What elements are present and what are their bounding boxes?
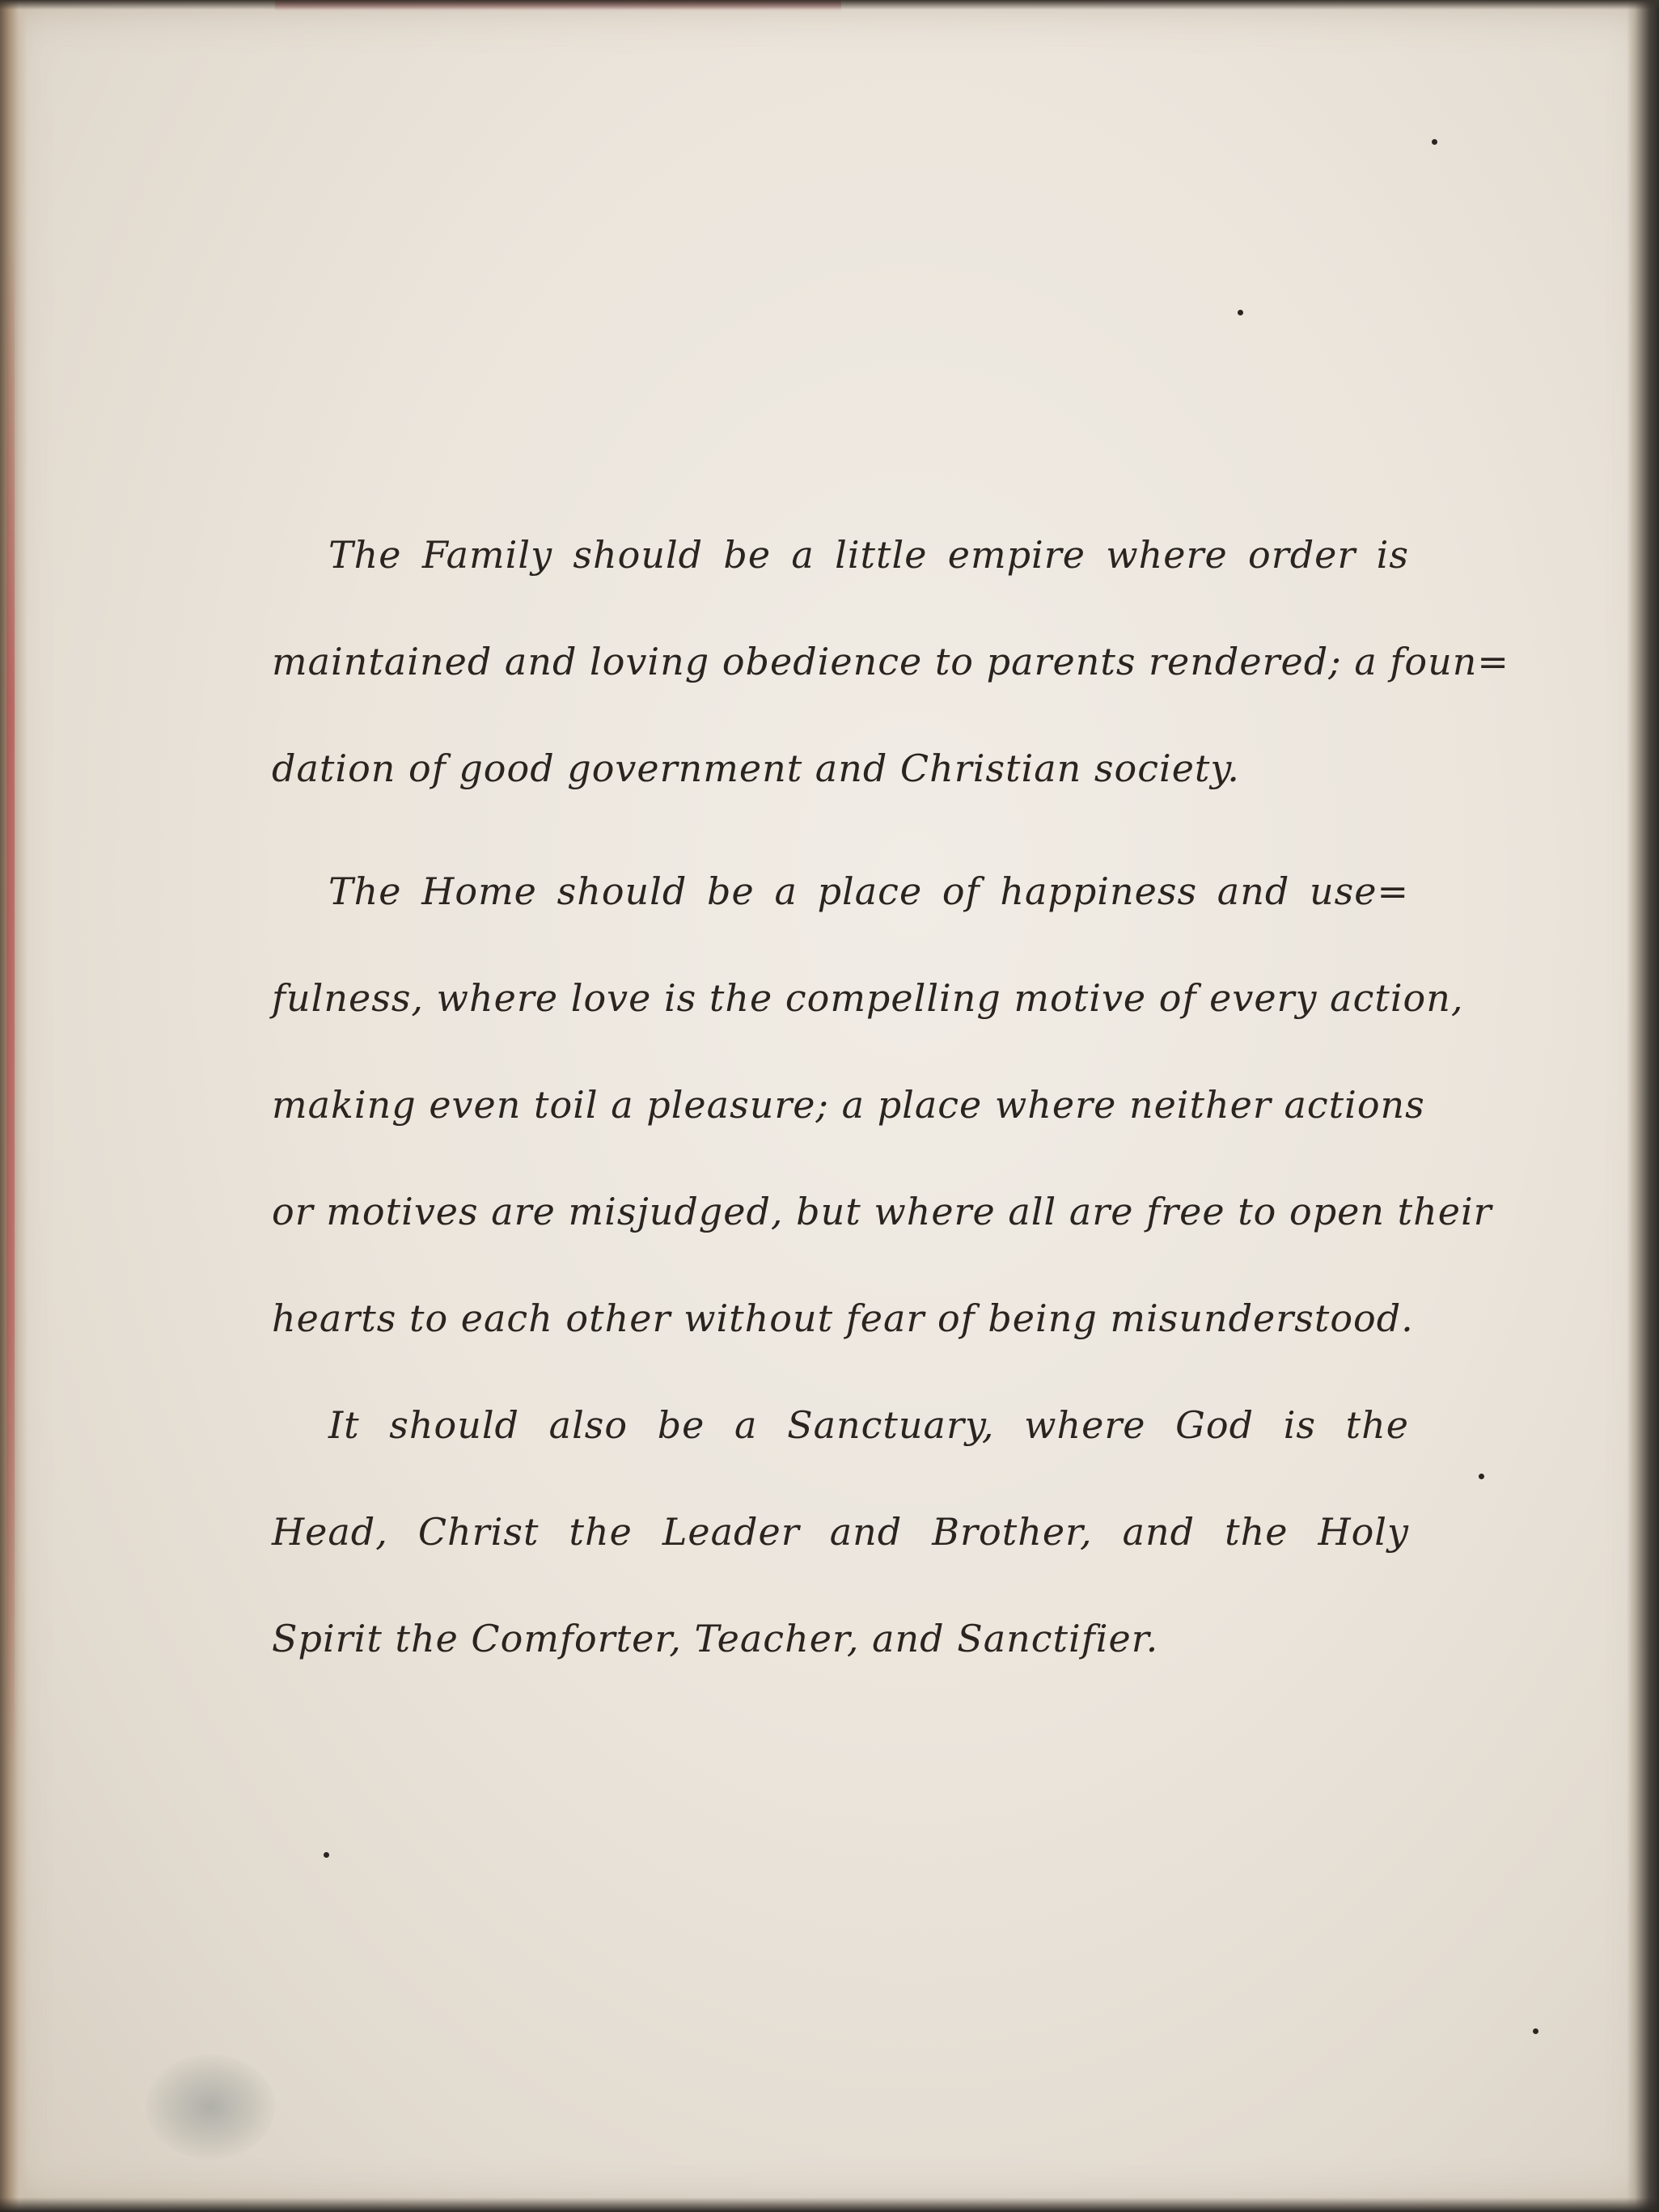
text-line: The Family should be a little empire where order is <box>328 533 1409 577</box>
paragraph-home <box>272 838 1492 1372</box>
body-text <box>272 501 1509 1692</box>
binding-red-stain <box>6 243 15 1779</box>
text-line: Head, Christ the Leader and Brother, and the Holy <box>272 1510 1409 1554</box>
paper-smudge <box>146 2054 275 2159</box>
text-line: hearts to each other without fear of being misunderstood. <box>272 1296 1414 1340</box>
paper-speck <box>324 1852 329 1858</box>
paragraph-sanctuary <box>272 1372 1409 1692</box>
text-line: Spirit the Comforter, Teacher, and Sanctifier. <box>272 1617 1159 1660</box>
paper-speck <box>1533 2028 1538 2034</box>
paragraph-gap <box>272 822 1409 838</box>
page-right-edge <box>1627 0 1659 2212</box>
text-line: maintained and loving obedience to parents rendered; a foun= <box>272 640 1509 683</box>
paragraph-family <box>272 501 1509 822</box>
paper-speck <box>1432 139 1437 145</box>
page-bottom-edge <box>0 2197 1659 2212</box>
text-line: or motives are misjudged, but where all are free to open their <box>272 1190 1492 1233</box>
page-top-edge <box>0 0 1659 10</box>
text-line: fulness, where love is the compelling motive of every action, <box>272 976 1464 1020</box>
text-line: It should also be a Sanctuary, where God is the <box>328 1403 1409 1447</box>
text-line: The Home should be a place of happiness and use= <box>328 869 1409 913</box>
text-line: dation of good government and Christian society. <box>272 746 1240 790</box>
paper-speck <box>1479 1474 1484 1479</box>
text-line: making even toil a pleasure; a place where neither actions <box>272 1083 1425 1127</box>
paper-speck <box>1238 310 1243 315</box>
